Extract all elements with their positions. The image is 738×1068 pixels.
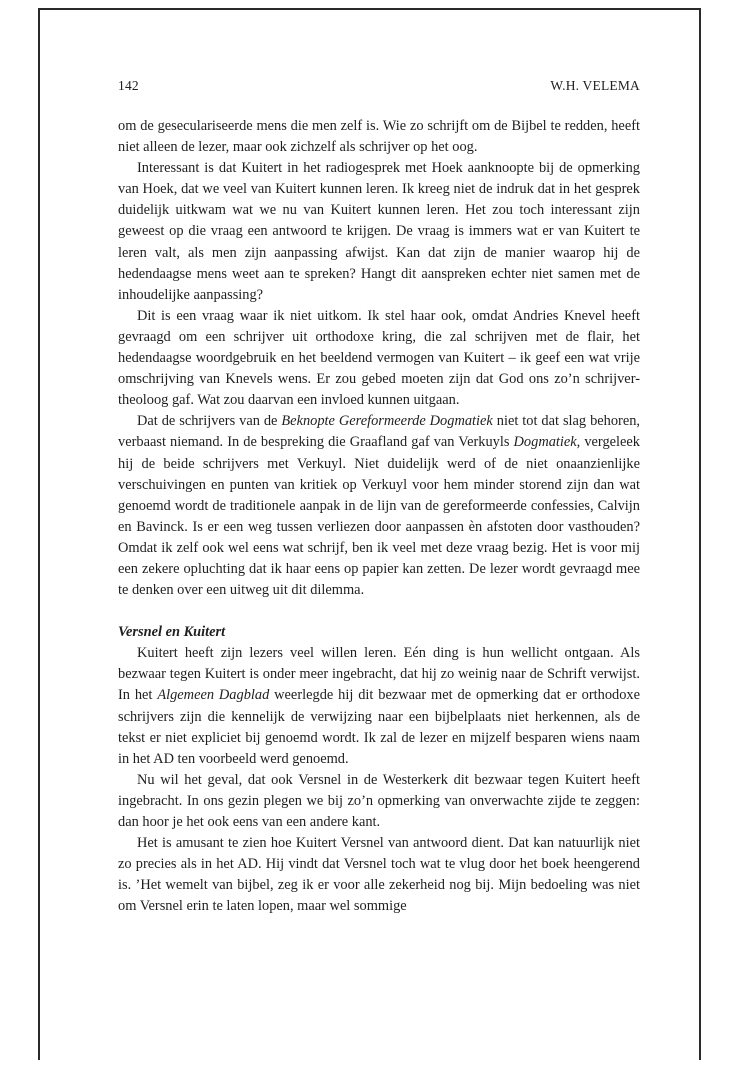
paragraph-7: Het is amusant te zien hoe Kuitert Versnel van antwoord dient. Dat kan natuurlijk niet zo precies als in het AD. Hij vindt dat Versnel toch wat te vlug door het boek heengerend is. ’Het wemelt van bijbel, zeg ik er voor alle zekerheid nog bij. Mijn bedoeling was niet om Versnel erin te laten lopen, maar wel sommige (118, 835, 640, 915)
paragraph-4-text-1: Dat de schrijvers van de (137, 413, 282, 430)
scan-border-right (699, 8, 701, 1060)
paragraph-4-text-3: vergeleek hij de beide schrijvers met Verkuyl. Niet duidelijk werd of de niet onaanzienlijke verschuivingen en punten van kritiek op Verkuyl voor hem minder storend zijn dan wat genoemd wordt de traditionele aanpak in de lijn van de gereformeerde confessies, Calvijn en Bavinck. Is er een weg tussen verliezen door aanpassen èn afstoten door vasthouden? Omdat ik zelf ook wel eens wat schrijf, ben ik veel met deze vraag bezig. Het is voor mij een zekere opluchting dat ik haar eens op papier kan zetten. De lezer wordt gevraagd mee te denken over een uitweg uit dit dilemma. (118, 434, 641, 599)
paragraph-6: Nu wil het geval, dat ook Versnel in de Westerkerk dit bezwaar tegen Kuitert heeft ingebracht. In ons gezin plegen we bij zo’n opmerking van onverwachte zijde te zeggen: dan hoor je het ook eens van een andere kant. (118, 771, 640, 830)
paragraph-5-text-2: weerlegde hij dit bezwaar met de opmerking dat er orthodoxe schrijvers zijn die kennelijk de verwijzing naar een bijbelplaats niet herkennen, als de tekst er niet expliciet bij genoemd wordt. Ik zal de lezer en mijzelf besparen wiens naam in het AD ten voorbeeld werd genoemd. (118, 687, 641, 767)
document-page (118, 77, 640, 917)
paragraph-3: Dit is een vraag waar ik niet uitkom. Ik stel haar ook, omdat Andries Knevel heeft gevraagd om een schrijver uit orthodoxe kring, die zal schrijven met de flair, het hedendaagse woordgebruik en het beeldend vermogen van Kuitert – ik geef een wat vrije omschrijving van Knevels wens. Er zou gebed moeten zijn dat God ons zo’n schrijver-theoloog gaf. Wat zou daarvan een invloed kunnen uitgaan. (118, 307, 640, 409)
running-head (118, 77, 640, 95)
section-heading: Versnel en Kuitert (118, 624, 226, 641)
body-text (118, 116, 640, 917)
page-number: 142 (118, 78, 139, 93)
scan-border-left (38, 8, 40, 1060)
book-title-dogmatiek: Dogmatiek, (513, 434, 581, 451)
scan-border-top (38, 8, 701, 10)
paragraph-5 (118, 643, 640, 770)
paragraph-1: om de geseculariseerde mens die men zelf is. Wie zo schrijft om de Bijbel te redden, heeft niet alleen de lezer, maar ook zichzelf als schrijver op het oog. (118, 118, 640, 156)
author-name: W.H. VELEMA (550, 78, 640, 93)
newspaper-title: Algemeen Dagblad (157, 687, 270, 704)
paragraph-5-text-1: Kuitert heeft zijn lezers veel willen leren. Eén ding is hun wellicht ontgaan. Als bezwaar tegen Kuitert is onder meer ingebracht, dat hij zo weinig naar de Schrift verwijst. In het (118, 645, 640, 704)
paragraph-4 (118, 411, 640, 601)
paragraph-4-text-2: niet tot dat slag behoren, verbaast niemand. In de bespreking die Graafland gaf van Verkuyls (118, 413, 641, 451)
book-title-beknopte-dogmatiek: Beknopte Gereformeerde Dogmatiek (281, 413, 493, 430)
paragraph-2: Interessant is dat Kuitert in het radiogesprek met Hoek aanknoopte bij de opmerking van Hoek, dat we veel van Kuitert kunnen leren. Ik kreeg niet de indruk dat in het gesprek duidelijk uitkwam wat we nu van Kuitert kunnen leren. Het zou toch interessant zijn geweest op die vraag een antwoord te krijgen. De vraag is immers wat er van Kuitert te leren valt, als men zijn aanpassing afwijst. Kan dat zijn de manier waarop hij de hedendaagse mens weet aan te spreken? Hangt dit aanspreken echter niet samen met de inhoudelijke aanpassing? (118, 160, 640, 303)
